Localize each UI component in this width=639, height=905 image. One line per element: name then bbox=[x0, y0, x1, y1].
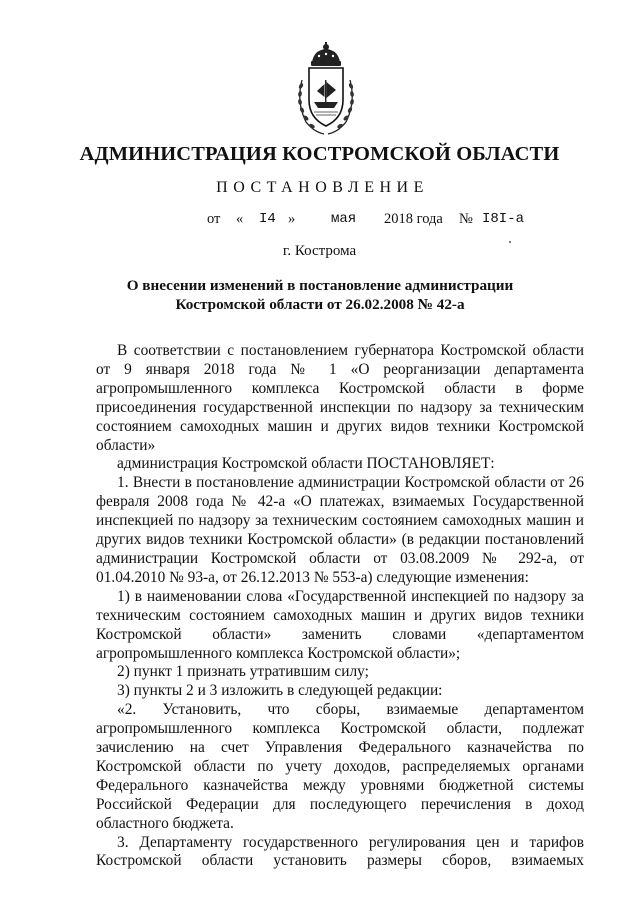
date-day: I4 bbox=[259, 211, 276, 227]
paragraph-subitem-1: 1) в наименовании слова «Государственной инспекцией по надзору за техническим состоянием самоходных машин и других видов техники Костромской области» заменить словами «департаментом агропромышленного комплекса Костромской области»; bbox=[96, 587, 584, 662]
paragraph-new-item-3: 3. Департаменту государственного регулирования цен и тарифов Костромской области установить размеры сборов, взимаемых bbox=[96, 833, 584, 870]
number-sign: № bbox=[459, 211, 473, 227]
subject-line-2: Костромской области от 26.02.2008 № 42-а bbox=[175, 296, 465, 313]
paragraph-subitem-3: 3) пункты 2 и 3 изложить в следующей редакции: bbox=[117, 682, 443, 700]
paragraph-new-item-2: «2. Установить, что сборы, взимаемые департаментом агропромышленного комплекса Костромской области, подлежат зачислению на счет Управления Федерального казначейства по Костромской области по учету доходов, распределяемых органами Федерального казначейства между уровнями бюджетной системы Российской Федерации для последующего перечисления в доход областного бюджета. bbox=[96, 701, 584, 832]
date-open-quote: « bbox=[236, 211, 244, 227]
subject-heading bbox=[90, 276, 550, 314]
date-year: 2018 года bbox=[384, 211, 443, 227]
city: г. Кострома bbox=[282, 243, 357, 259]
date-month: мая bbox=[331, 211, 357, 227]
date-prefix: от bbox=[207, 211, 221, 227]
decree-number: I8I-а bbox=[482, 211, 525, 227]
paragraph-item-1: 1. Внести в постановление администрации Костромской области от 26 февраля 2008 года № 42-а «О платежах, взимаемых Государственной инспекцией по надзору за техническим состоянием самоходных машин и других видов техники Костромской области» (в редакции постановлений администрации Костромской области от 03.08.2009 № 292-а, от 01.04.2010 № 93-а, от 26.12.2013 № 553-а) следующие изменения: bbox=[96, 474, 584, 586]
date-close-quote: » bbox=[288, 211, 296, 227]
document-body bbox=[96, 342, 584, 871]
paragraph-resolves: администрация Костромской области ПОСТАНОВЛЯЕТ: bbox=[117, 455, 495, 473]
paragraph-preamble: В соответствии с постановлением губернатора Костромской области от 9 января 2018 года № 1 «О реорганизации департамента агропромышленного комплекса Костромской области в форме присоединения государственной инспекции по надзору за техническим состоянием самоходных машин и других видов техники Костромской области» bbox=[96, 342, 584, 454]
document-type: ПОСТАНОВЛЕНИЕ bbox=[216, 179, 429, 196]
paragraph-subitem-2: 2) пункт 1 признать утратившим силу; bbox=[117, 663, 369, 681]
subject-line-1: О внесении изменений в постановление администрации bbox=[126, 277, 514, 294]
date-number-line bbox=[0, 211, 639, 231]
coat-of-arms-icon bbox=[292, 40, 360, 138]
organization-title: АДМИНИСТРАЦИЯ КОСТРОМСКОЙ ОБЛАСТИ bbox=[79, 143, 560, 165]
